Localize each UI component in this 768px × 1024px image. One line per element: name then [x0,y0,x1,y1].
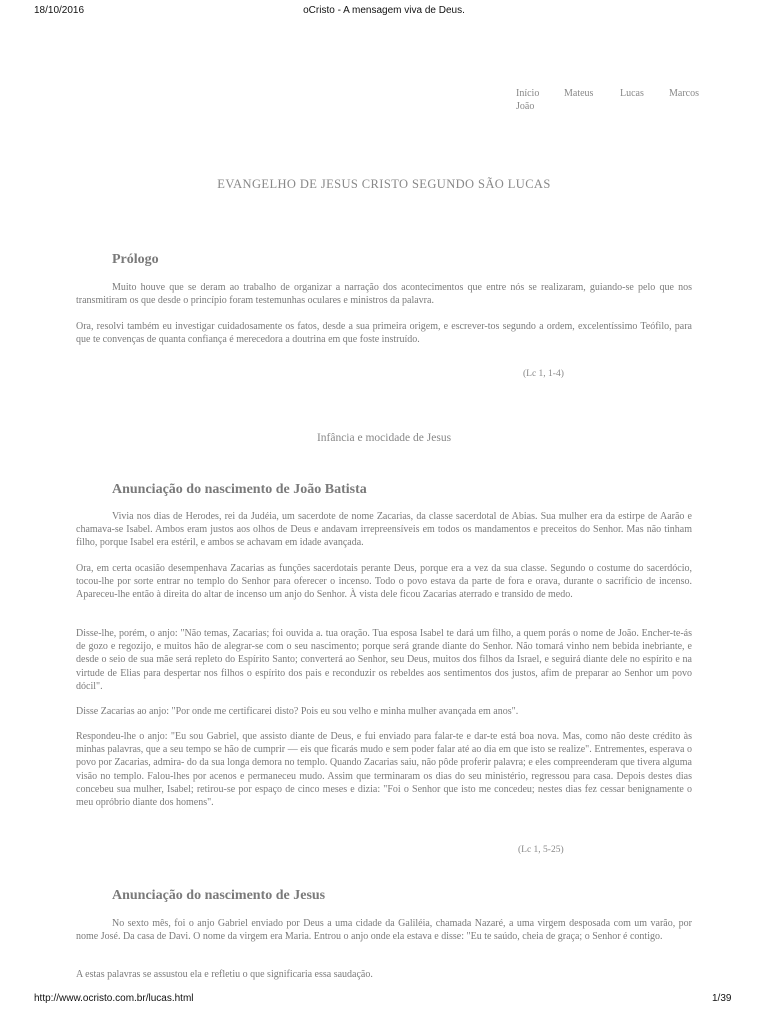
john-heading: Anunciação do nascimento de João Batista [112,482,367,497]
print-date: 18/10/2016 [34,5,85,16]
page-title: EVANGELHO DE JESUS CRISTO SEGUNDO SÃO LUCAS [217,177,551,191]
print-url: http://www.ocristo.com.br/lucas.html [34,993,194,1004]
prologue-reference: (Lc 1, 1-4) [523,369,564,379]
nav-item-mateus[interactable]: Mateus [564,88,594,99]
prologue-paragraph: Muito houve que se deram ao trabalho de organizar a narração dos acontecimentos que entre nós se realizaram, guiando-se pelo que nos transmitiram os que desde o princípio foram testemunhas oculares e ministros da palavra. [76,282,692,307]
john-paragraph: Respondeu-lhe o anjo: "Eu sou Gabriel, que assisto diante de Deus, e fui enviado para falar-te e dar-te está boa nova. Mas, como não deste crédito às minhas palavras, que a seu tempo se hão de cumprir — eis que ficarás mudo e sem poder falar até ao dia em que isto se realize". Entrementes, esperava o povo por Zacarias, admira- do da sua longa demora no templo. Quando Zacarias saiu, não pôde proferir palavra; e eles compreenderam que tivera alguma visão no templo. Falou-lhes por acenos e permaneceu mudo. Assim que terminaram os dias do seu ministério, regressou para casa. Depois destes dias concebeu sua mulher, Isabel; retirou-se por espaço de cinco meses e dizia: "Foi o Senhor que isto me concedeu; nestes dias fez cessar benignamente o meu opróbrio diante dos homens". [76,731,692,809]
print-page-number: 1/39 [712,993,732,1004]
john-paragraph: Disse Zacarias ao anjo: "Por onde me certificarei disto? Pois eu sou velho e minha mulher avançada em anos". [76,706,519,717]
prologue-heading: Prólogo [112,252,159,267]
nav-item-marcos[interactable]: Marcos [669,88,699,99]
prologue-paragraph: Ora, resolvi também eu investigar cuidadosamente os fatos, desde a sua primeira origem, e escrever-tos segundo a ordem, excelentíssimo Teófilo, para que te convenças de quanta confiança é merecedora a doutrina em que foste instruído. [76,321,692,346]
nav-item-lucas[interactable]: Lucas [620,88,644,99]
john-reference: (Lc 1, 5-25) [518,845,564,855]
john-paragraph: Ora, em certa ocasião desempenhava Zacarias as funções sacerdotais perante Deus, porque era a vez da sua classe. Segundo o costume do sacerdócio, tocou-lhe por sorte entrar no templo do Senhor para oferecer o incenso. Todo o povo estava da parte de fora e orava, durante o sacrifício de incenso. Apareceu-lhe então à direita do altar de incenso um anjo do Senhor. À vista dele ficou Zacarias aterrado e transido de medo. [76,563,692,601]
john-paragraph: Disse-lhe, porém, o anjo: "Não temas, Zacarias; foi ouvida a. tua oração. Tua esposa Isabel te dará um filho, a quem porás o nome de João. Encher-te-ás de gozo e regozijo, e muitos hão de alegrar-se com o seu nascimento; porque será grande diante do Senhor. Não tomará vinho nem bebida inebriante, e desde o seio de sua mãe será repleto do Espírito Santo; converterá ao Senhor, seu Deus, muitos dos filhos da Israel, e seguirá diante dele no espírito e na virtude de Elias para despertar nos filhos o espírito dos pais e reconduzir os rebeldes aos sentimentos dos justos, afim de preparar ao Senhor um povo dócil". [76,628,692,692]
jesus-paragraph: A estas palavras se assustou ela e refletiu o que significaria essa saudação. [76,969,373,980]
print-page-title: oCristo - A mensagem viva de Deus. [303,5,465,16]
jesus-heading: Anunciação do nascimento de Jesus [112,888,326,903]
nav-item-joao[interactable]: João [516,101,535,112]
section-title: Infância e mocidade de Jesus [316,432,452,444]
john-paragraph: Vivia nos dias de Herodes, rei da Judéia, um sacerdote de nome Zacarias, da classe sacerdotal de Abias. Sua mulher era da estirpe de Aarão e chamava-se Isabel. Ambos eram justos aos olhos de Deus e andavam irrepreensíveis em todos os mandamentos e preceitos do Senhor. Mas não tinham filho, porque Isabel era estéril, e ambos se achavam em idade avançada. [76,511,692,549]
nav-item-inicio[interactable]: Início [516,88,540,99]
jesus-paragraph: No sexto mês, foi o anjo Gabriel enviado por Deus a uma cidade da Galiléia, chamada Nazaré, a uma virgem desposada com um varão, por nome José. Da casa de Davi. O nome da virgem era Maria. Entrou o anjo onde ela estava e disse: "Eu te saúdo, cheia de graça; o Senhor é contigo. [76,918,692,943]
